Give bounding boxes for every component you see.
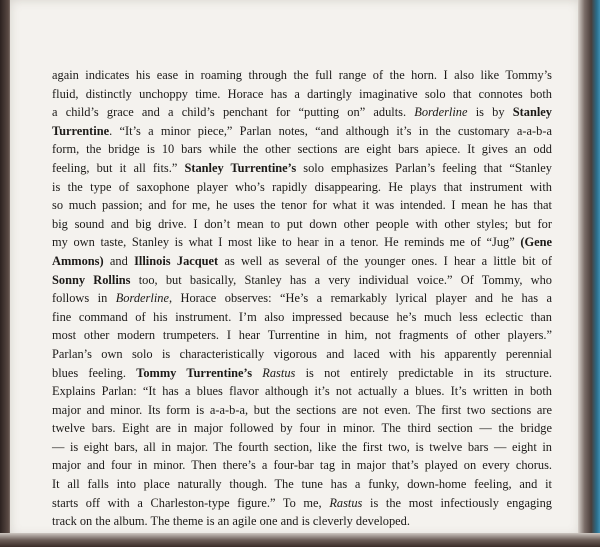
text-line bbox=[52, 233, 552, 252]
text-run: major and minor. Its form is a-a-b-a, but the sections are not even. The first two sections are bbox=[52, 402, 552, 417]
bold-name: Tommy Turrentine’s bbox=[136, 365, 253, 380]
text-line bbox=[52, 215, 552, 234]
bold-name: Ammons) bbox=[52, 253, 104, 268]
text-run: too, but basically, Stanley has a very individual voice.” Of Tommy, who bbox=[130, 272, 552, 287]
text-run: twelve bars. Eight are in major followed by four in minor. The third section — the bridge bbox=[52, 421, 552, 436]
text-run: Parlan’s own solo is characteristically vigorous and laced with his apparently perennial bbox=[52, 346, 552, 361]
text-run: follows in bbox=[52, 291, 116, 306]
text-run: track on the album. The theme is an agile one and is cleverly developed. bbox=[52, 514, 410, 529]
text-line bbox=[52, 85, 552, 104]
text-run: is not entirely predictable in its structure. bbox=[295, 365, 552, 380]
text-run: , Horace observes: “He’s a remarkably lyrical player and he has a bbox=[168, 291, 552, 306]
text-run: most other modern trumpeters. I hear Turrentine in him, not fragments of other players.” bbox=[52, 328, 552, 343]
text-run: my own taste, Stanley is what I most like to hear in a tenor. He reminds me of “Jug” bbox=[52, 235, 521, 250]
text-run: is the type of saxophone player who’s rapidly disappearing. He plays that instrument with bbox=[52, 179, 552, 194]
text-line bbox=[52, 122, 552, 141]
text-run: major and four in minor. Then there’s a four-bar tag in major that’s played on every chorus. bbox=[52, 458, 552, 473]
text-line bbox=[52, 326, 552, 345]
text-line bbox=[52, 252, 552, 271]
text-line bbox=[52, 345, 552, 364]
bold-name: Illinois Jacquet bbox=[134, 253, 219, 268]
text-run: — is eight bars, all in major. The fourth section, like the first two, is twelve bars — eight in bbox=[52, 439, 552, 454]
text-line bbox=[52, 308, 552, 327]
text-line bbox=[52, 140, 552, 159]
liner-notes-body bbox=[52, 66, 552, 531]
text-line bbox=[52, 438, 552, 457]
bold-name: Turrentine bbox=[52, 123, 110, 138]
bold-name: (Gene bbox=[520, 235, 552, 250]
text-run: Explains Parlan: “It has a blues flavor although it’s not actually a blues. It’s written in both bbox=[52, 384, 552, 399]
bold-name: Stanley Turrentine’s bbox=[184, 160, 297, 175]
text-run: and bbox=[103, 253, 135, 268]
text-line bbox=[52, 178, 552, 197]
bold-name: Stanley bbox=[512, 105, 552, 120]
scan-shadow-bottom bbox=[0, 533, 600, 547]
text-line bbox=[52, 289, 552, 308]
text-run: fine command of his instrument. I’m also impressed because he’s much less eclectic than bbox=[52, 309, 552, 324]
text-line bbox=[52, 103, 552, 122]
text-run: blues feeling. bbox=[52, 365, 137, 380]
text-line bbox=[52, 159, 552, 178]
text-run: is the most infectiously engaging bbox=[362, 495, 553, 510]
italic-title: Rastus bbox=[262, 365, 296, 380]
text-line bbox=[52, 382, 552, 401]
booklet-page bbox=[10, 0, 580, 536]
text-run: a child’s grace and a child’s penchant for “putting on” adults. bbox=[52, 105, 415, 120]
text-run: It all falls into place naturally though. The tune has a funky, down-home feeling, and it bbox=[52, 477, 552, 492]
text-run: . “It’s a minor piece,” Parlan notes, “and although it’s in the customary a-a-b-a bbox=[109, 123, 552, 138]
text-run: solo emphasizes Parlan’s feeling that “Stanley bbox=[296, 160, 552, 175]
scan-edge-right bbox=[578, 0, 600, 547]
text-run bbox=[252, 366, 262, 380]
text-run: as well as several of the younger ones. I hear a little bit of bbox=[218, 253, 553, 268]
text-line bbox=[52, 494, 552, 513]
text-run: is by bbox=[467, 105, 513, 120]
text-run: form, the bridge is 10 bars while the other sections are eight bars apiece. It gives an odd bbox=[52, 142, 552, 157]
text-line bbox=[52, 456, 552, 475]
text-line bbox=[52, 364, 552, 383]
text-run: starts off with a Charleston-type figure.” To me, bbox=[52, 495, 330, 510]
text-run: again indicates his ease in roaming through the full range of the horn. I also like Tommy’s bbox=[52, 68, 552, 82]
text-run: feeling, but it all fits.” bbox=[52, 160, 185, 175]
text-line bbox=[52, 66, 552, 85]
bold-name: Sonny Rollins bbox=[52, 272, 131, 287]
italic-title: Borderline bbox=[414, 105, 468, 120]
text-line bbox=[52, 401, 552, 420]
text-run: big sound and big drive. I don’t mean to put down other people with other styles; but for bbox=[52, 216, 552, 231]
text-run: so much passion; and for me, he uses the tenor for what it was intended. I mean he has that bbox=[52, 198, 552, 213]
text-line bbox=[52, 512, 552, 531]
italic-title: Rastus bbox=[329, 495, 363, 510]
text-line bbox=[52, 271, 552, 290]
text-line bbox=[52, 475, 552, 494]
italic-title: Borderline bbox=[115, 291, 169, 306]
text-line bbox=[52, 196, 552, 215]
text-run: fluid, distinctly unchoppy time. Horace has a dartingly imaginative solo that connotes both bbox=[52, 86, 552, 101]
text-line bbox=[52, 419, 552, 438]
